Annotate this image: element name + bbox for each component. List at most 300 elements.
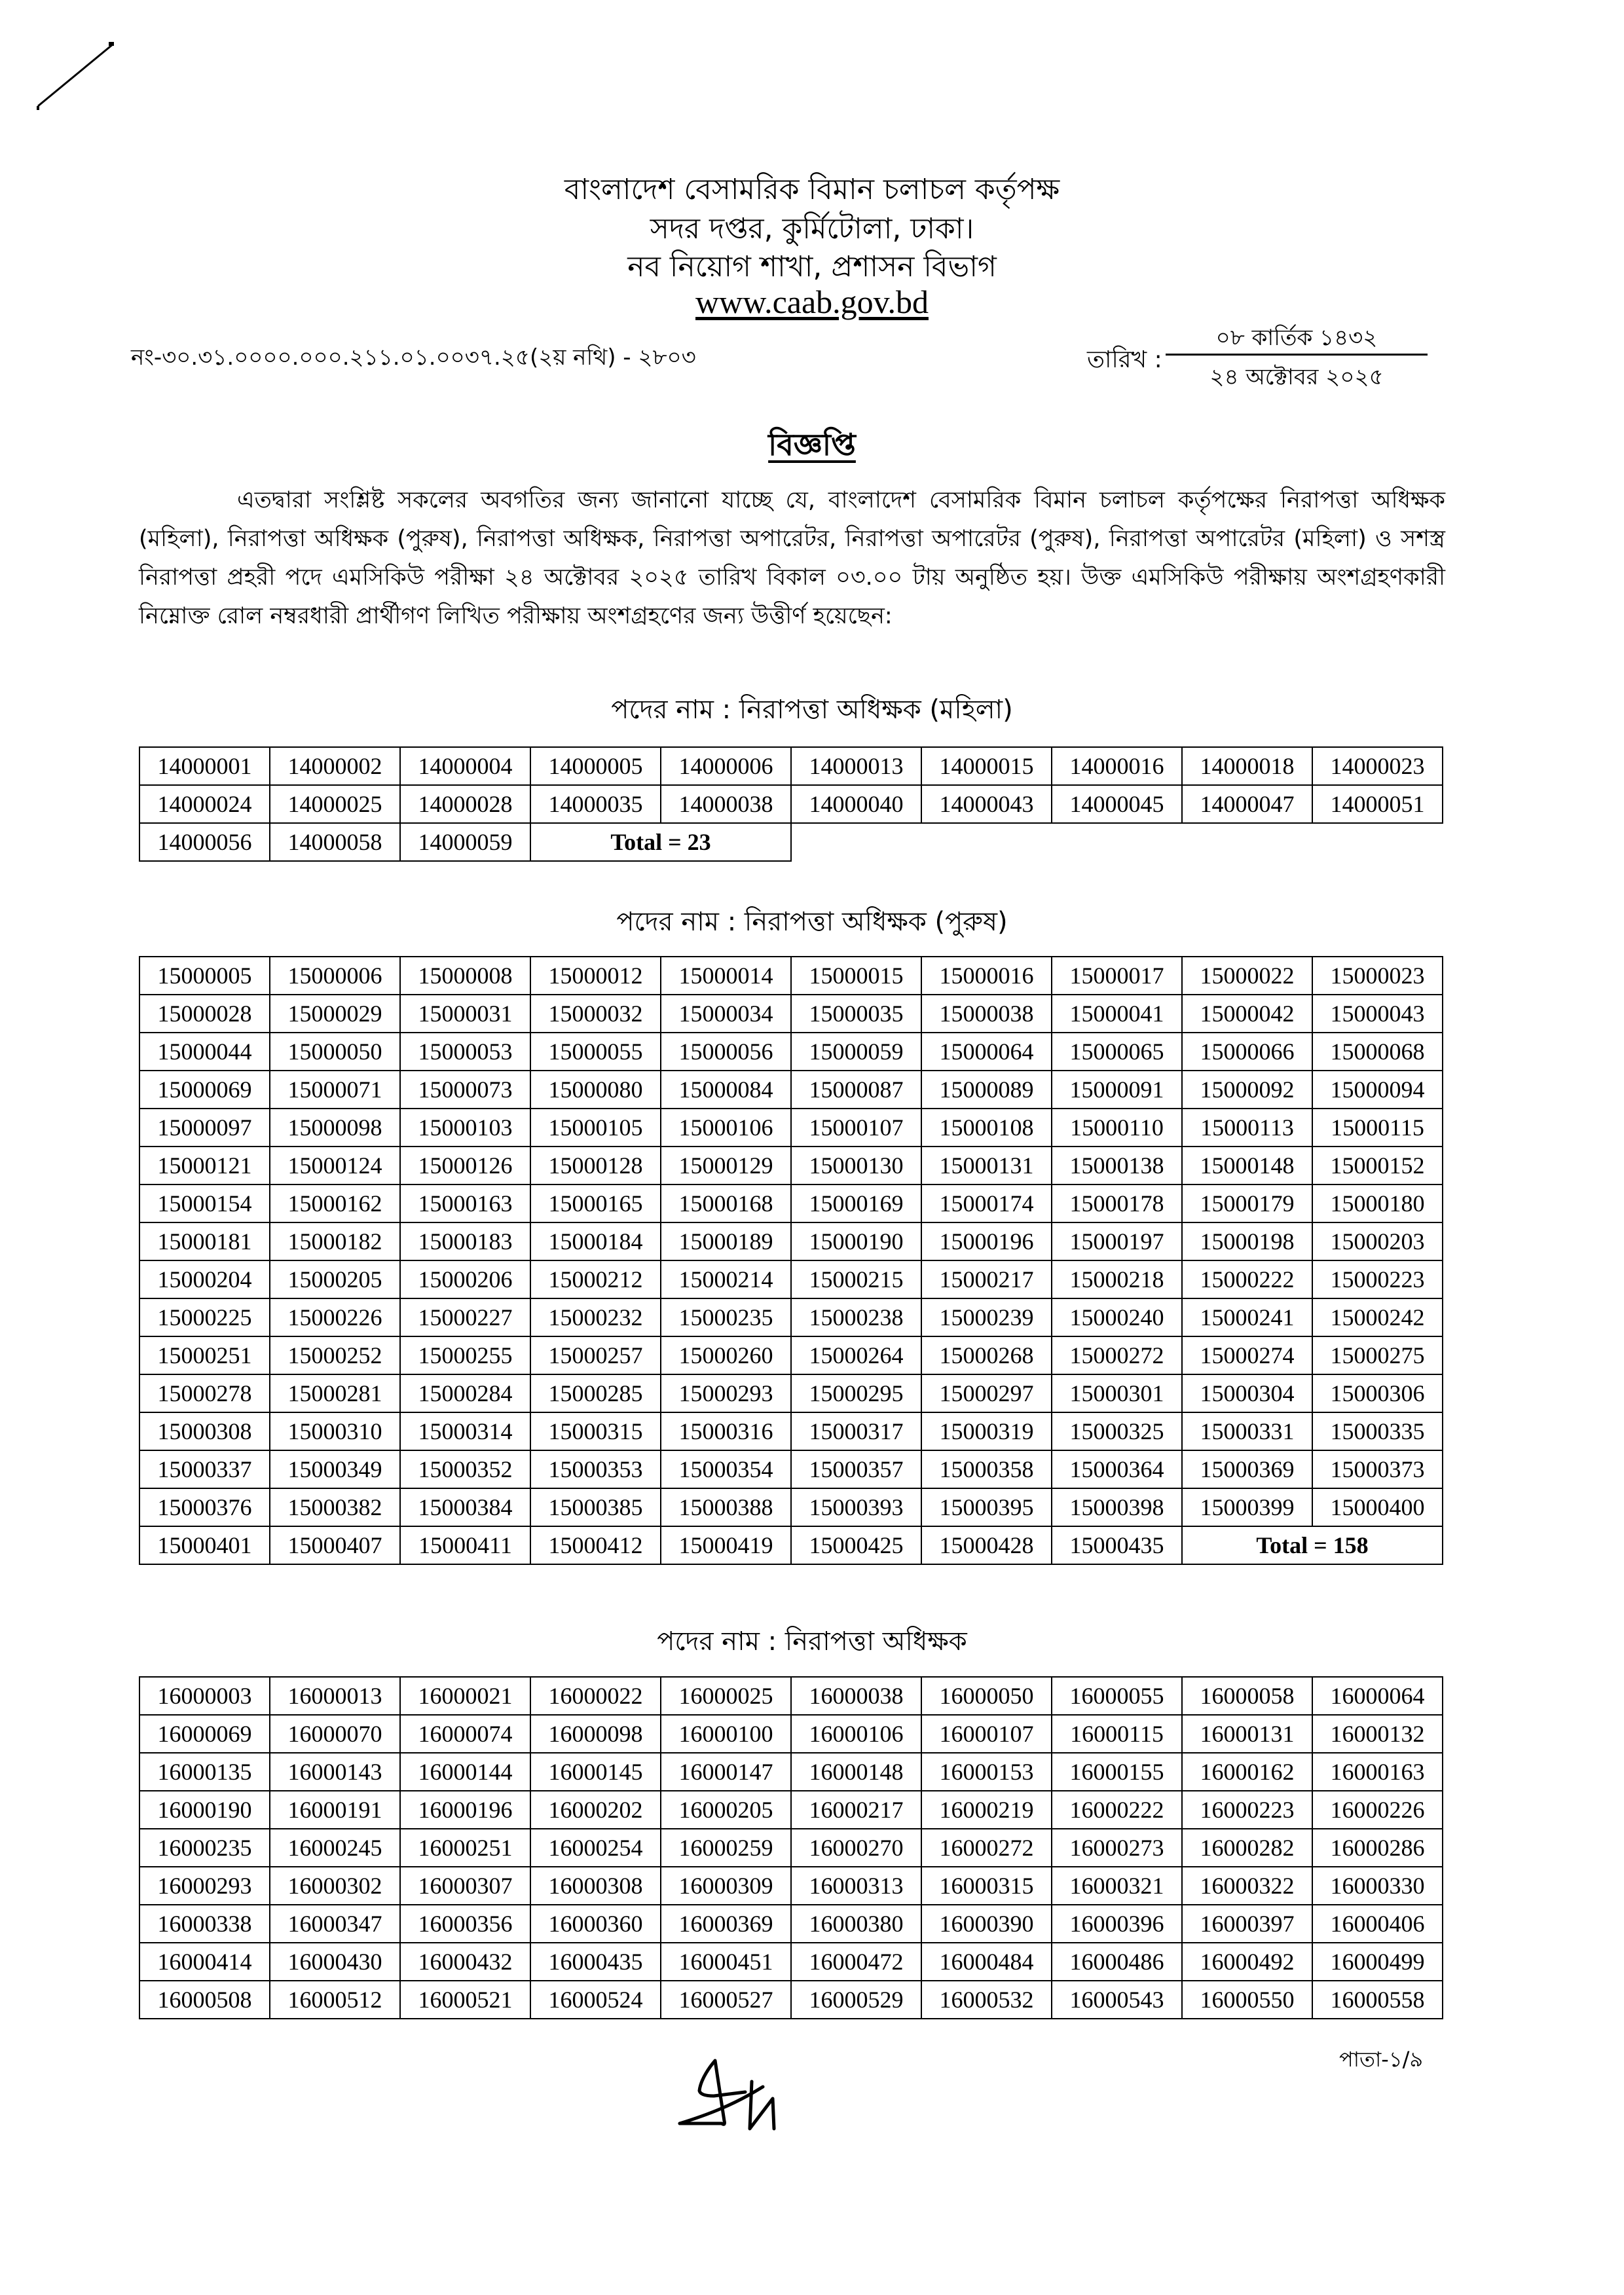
roll-number-cell: 15000169	[791, 1184, 921, 1222]
roll-number-cell: 15000162	[270, 1184, 400, 1222]
table-row	[139, 1488, 1443, 1526]
roll-number-cell: 16000414	[139, 1943, 270, 1981]
roll-number-cell: 16000532	[921, 1981, 1052, 2019]
roll-number-cell: 15000369	[1182, 1450, 1312, 1488]
roll-number-cell: 15000121	[139, 1147, 270, 1184]
roll-number-cell: 15000174	[921, 1184, 1052, 1222]
roll-number-cell: 16000321	[1052, 1867, 1182, 1905]
roll-number-cell: 16000131	[1182, 1715, 1312, 1753]
roll-number-cell: 15000190	[791, 1222, 921, 1260]
roll-number-cell: 15000285	[530, 1374, 661, 1412]
roll-number-cell: 16000315	[921, 1867, 1052, 1905]
roll-number-cell: 15000203	[1312, 1222, 1443, 1260]
corner-pen-mark-icon	[26, 33, 118, 118]
roll-number-cell: 15000038	[921, 995, 1052, 1033]
roll-number-cell: 15000376	[139, 1488, 270, 1526]
roll-number-cell: 15000005	[139, 957, 270, 995]
roll-number-cell: 16000226	[1312, 1791, 1443, 1829]
roll-number-cell: 15000297	[921, 1374, 1052, 1412]
roll-number-cell: 15000056	[661, 1033, 791, 1071]
roll-number-cell: 15000073	[400, 1071, 530, 1109]
roll-number-cell: 16000070	[270, 1715, 400, 1753]
roll-number-cell: 15000017	[1052, 957, 1182, 995]
roll-number-cell: 16000521	[400, 1981, 530, 2019]
roll-table-female-supervisor	[139, 746, 1443, 862]
section-title-male-supervisor: পদের নাম : নিরাপত্তা অধিক্ষক (পুরুষ)	[616, 907, 1008, 937]
roll-number-cell: 16000132	[1312, 1715, 1443, 1753]
roll-number-cell: 16000380	[791, 1905, 921, 1943]
roll-number-cell: 14000045	[1052, 785, 1182, 823]
roll-number-cell: 15000241	[1182, 1298, 1312, 1336]
roll-number-cell: 16000205	[661, 1791, 791, 1829]
roll-number-cell: 14000016	[1052, 747, 1182, 785]
table-row	[139, 1109, 1443, 1147]
roll-number-cell: 16000273	[1052, 1829, 1182, 1867]
roll-number-cell: 15000232	[530, 1298, 661, 1336]
roll-number-cell: 16000406	[1312, 1905, 1443, 1943]
roll-number-cell: 14000047	[1182, 785, 1312, 823]
roll-number-cell: 15000069	[139, 1071, 270, 1109]
roll-number-cell: 15000412	[530, 1526, 661, 1564]
roll-number-cell: 15000337	[139, 1450, 270, 1488]
roll-number-cell: 15000235	[661, 1298, 791, 1336]
table-row	[139, 1943, 1443, 1981]
roll-number-cell: 16000098	[530, 1715, 661, 1753]
roll-number-cell: 15000097	[139, 1109, 270, 1147]
roll-number-cell: 16000499	[1312, 1943, 1443, 1981]
roll-number-cell: 16000302	[270, 1867, 400, 1905]
roll-number-cell: 16000153	[921, 1753, 1052, 1791]
roll-number-cell: 15000032	[530, 995, 661, 1033]
roll-number-cell: 16000282	[1182, 1829, 1312, 1867]
empty-cell	[1052, 823, 1182, 861]
table-row	[139, 1071, 1443, 1109]
roll-number-cell: 14000028	[400, 785, 530, 823]
roll-number-cell: 15000385	[530, 1488, 661, 1526]
roll-number-cell: 16000508	[139, 1981, 270, 2019]
roll-number-cell: 16000235	[139, 1829, 270, 1867]
roll-number-cell: 16000069	[139, 1715, 270, 1753]
roll-number-cell: 16000058	[1182, 1677, 1312, 1715]
roll-number-cell: 14000015	[921, 747, 1052, 785]
roll-number-cell: 16000055	[1052, 1677, 1182, 1715]
roll-number-cell: 15000131	[921, 1147, 1052, 1184]
table-row	[139, 747, 1443, 785]
roll-number-cell: 15000059	[791, 1033, 921, 1071]
roll-number-cell: 16000451	[661, 1943, 791, 1981]
roll-number-cell: 16000558	[1312, 1981, 1443, 2019]
roll-number-cell: 16000272	[921, 1829, 1052, 1867]
roll-number-cell: 15000064	[921, 1033, 1052, 1071]
roll-number-cell: 15000315	[530, 1412, 661, 1450]
date-divider	[1166, 354, 1428, 356]
total-count-cell: Total = 158	[1182, 1526, 1443, 1564]
roll-number-cell: 15000223	[1312, 1260, 1443, 1298]
roll-number-cell: 14000018	[1182, 747, 1312, 785]
roll-number-cell: 15000419	[661, 1526, 791, 1564]
roll-number-cell: 16000145	[530, 1753, 661, 1791]
roll-number-cell: 15000012	[530, 957, 661, 995]
roll-number-cell: 15000092	[1182, 1071, 1312, 1109]
roll-number-cell: 15000087	[791, 1071, 921, 1109]
roll-number-cell: 15000196	[921, 1222, 1052, 1260]
table-row	[139, 1033, 1443, 1071]
table-row	[139, 1147, 1443, 1184]
roll-number-cell: 16000148	[791, 1753, 921, 1791]
roll-number-cell: 15000399	[1182, 1488, 1312, 1526]
table-row	[139, 1791, 1443, 1829]
roll-number-cell: 15000071	[270, 1071, 400, 1109]
roll-number-cell: 16000155	[1052, 1753, 1182, 1791]
roll-number-cell: 16000492	[1182, 1943, 1312, 1981]
roll-number-cell: 16000484	[921, 1943, 1052, 1981]
roll-number-cell: 16000435	[530, 1943, 661, 1981]
roll-number-cell: 15000041	[1052, 995, 1182, 1033]
table-row	[139, 1905, 1443, 1943]
roll-number-cell: 16000190	[139, 1791, 270, 1829]
roll-number-cell: 16000307	[400, 1867, 530, 1905]
table-row	[139, 1184, 1443, 1222]
roll-number-cell: 14000056	[139, 823, 270, 861]
roll-number-cell: 16000217	[791, 1791, 921, 1829]
roll-number-cell: 16000360	[530, 1905, 661, 1943]
roll-number-cell: 16000527	[661, 1981, 791, 2019]
roll-number-cell: 15000275	[1312, 1336, 1443, 1374]
roll-number-cell: 16000191	[270, 1791, 400, 1829]
roll-number-cell: 15000043	[1312, 995, 1443, 1033]
table-row	[139, 1715, 1443, 1753]
table-row	[139, 1336, 1443, 1374]
table-row	[139, 785, 1443, 823]
roll-number-cell: 16000251	[400, 1829, 530, 1867]
roll-number-cell: 15000044	[139, 1033, 270, 1071]
roll-table-supervisor	[139, 1676, 1443, 2019]
roll-number-cell: 16000196	[400, 1791, 530, 1829]
roll-number-cell: 15000042	[1182, 995, 1312, 1033]
roll-number-cell: 15000222	[1182, 1260, 1312, 1298]
roll-number-cell: 15000373	[1312, 1450, 1443, 1488]
roll-number-cell: 15000428	[921, 1526, 1052, 1564]
roll-number-cell: 15000103	[400, 1109, 530, 1147]
roll-number-cell: 15000293	[661, 1374, 791, 1412]
empty-cell	[1312, 823, 1443, 861]
roll-number-cell: 14000023	[1312, 747, 1443, 785]
empty-cell	[1182, 823, 1312, 861]
roll-number-cell: 15000128	[530, 1147, 661, 1184]
table-row	[139, 1450, 1443, 1488]
roll-number-cell: 15000435	[1052, 1526, 1182, 1564]
roll-number-cell: 14000038	[661, 785, 791, 823]
roll-number-cell: 16000550	[1182, 1981, 1312, 2019]
roll-number-cell: 15000281	[270, 1374, 400, 1412]
roll-number-cell: 16000013	[270, 1677, 400, 1715]
roll-number-cell: 14000025	[270, 785, 400, 823]
roll-number-cell: 15000304	[1182, 1374, 1312, 1412]
roll-number-cell: 15000084	[661, 1071, 791, 1109]
roll-number-cell: 15000130	[791, 1147, 921, 1184]
roll-number-cell: 15000198	[1182, 1222, 1312, 1260]
date-gregorian: ২৪ অক্টোবর ২০২৫	[1209, 364, 1384, 390]
roll-number-cell: 16000107	[921, 1715, 1052, 1753]
roll-number-cell: 15000129	[661, 1147, 791, 1184]
roll-number-cell: 16000356	[400, 1905, 530, 1943]
roll-number-cell: 16000430	[270, 1943, 400, 1981]
roll-number-cell: 15000106	[661, 1109, 791, 1147]
roll-number-cell: 15000217	[921, 1260, 1052, 1298]
roll-number-cell: 16000330	[1312, 1867, 1443, 1905]
roll-number-cell: 15000212	[530, 1260, 661, 1298]
roll-number-cell: 14000005	[530, 747, 661, 785]
roll-number-cell: 15000178	[1052, 1184, 1182, 1222]
roll-number-cell: 15000124	[270, 1147, 400, 1184]
roll-number-cell: 15000264	[791, 1336, 921, 1374]
roll-number-cell: 16000038	[791, 1677, 921, 1715]
roll-number-cell: 16000144	[400, 1753, 530, 1791]
roll-number-cell: 16000512	[270, 1981, 400, 2019]
table-row	[139, 1829, 1443, 1867]
roll-number-cell: 15000050	[270, 1033, 400, 1071]
roll-number-cell: 14000001	[139, 747, 270, 785]
section-title-supervisor: পদের নাম : নিরাপত্তা অধিক্ষক	[657, 1626, 967, 1657]
roll-number-cell: 16000347	[270, 1905, 400, 1943]
roll-number-cell: 16000219	[921, 1791, 1052, 1829]
roll-number-cell: 15000239	[921, 1298, 1052, 1336]
roll-number-cell: 14000002	[270, 747, 400, 785]
roll-number-cell: 16000115	[1052, 1715, 1182, 1753]
roll-number-cell: 15000066	[1182, 1033, 1312, 1071]
roll-number-cell: 16000397	[1182, 1905, 1312, 1943]
roll-number-cell: 15000411	[400, 1526, 530, 1564]
roll-number-cell: 15000358	[921, 1450, 1052, 1488]
roll-number-cell: 16000022	[530, 1677, 661, 1715]
roll-number-cell: 16000106	[791, 1715, 921, 1753]
roll-number-cell: 15000240	[1052, 1298, 1182, 1336]
roll-number-cell: 15000382	[270, 1488, 400, 1526]
roll-number-cell: 14000058	[270, 823, 400, 861]
roll-number-cell: 15000316	[661, 1412, 791, 1450]
roll-number-cell: 14000006	[661, 747, 791, 785]
roll-number-cell: 15000113	[1182, 1109, 1312, 1147]
roll-number-cell: 15000023	[1312, 957, 1443, 995]
roll-number-cell: 15000179	[1182, 1184, 1312, 1222]
roll-number-cell: 15000068	[1312, 1033, 1443, 1071]
roll-number-cell: 16000254	[530, 1829, 661, 1867]
table-row	[139, 823, 1443, 861]
roll-number-cell: 15000189	[661, 1222, 791, 1260]
roll-number-cell: 16000270	[791, 1829, 921, 1867]
website-link[interactable]: www.caab.gov.bd	[695, 284, 929, 320]
roll-number-cell: 15000226	[270, 1298, 400, 1336]
total-count-cell: Total = 23	[530, 823, 791, 861]
roll-number-cell: 16000338	[139, 1905, 270, 1943]
roll-number-cell: 15000317	[791, 1412, 921, 1450]
table-row	[139, 1867, 1443, 1905]
roll-number-cell: 16000143	[270, 1753, 400, 1791]
roll-number-cell: 15000098	[270, 1109, 400, 1147]
roll-number-cell: 16000162	[1182, 1753, 1312, 1791]
roll-number-cell: 15000022	[1182, 957, 1312, 995]
roll-number-cell: 15000168	[661, 1184, 791, 1222]
roll-number-cell: 15000225	[139, 1298, 270, 1336]
signature-icon	[674, 2053, 792, 2138]
roll-number-cell: 14000043	[921, 785, 1052, 823]
roll-number-cell: 16000472	[791, 1943, 921, 1981]
roll-number-cell: 15000206	[400, 1260, 530, 1298]
roll-number-cell: 15000105	[530, 1109, 661, 1147]
section-title-female-supervisor: পদের নাম : নিরাপত্তা অধিক্ষক (মহিলা)	[611, 695, 1013, 725]
roll-number-cell: 15000138	[1052, 1147, 1182, 1184]
roll-number-cell: 15000310	[270, 1412, 400, 1450]
roll-number-cell: 15000407	[270, 1526, 400, 1564]
roll-number-cell: 15000008	[400, 957, 530, 995]
roll-number-cell: 14000004	[400, 747, 530, 785]
roll-number-cell: 15000148	[1182, 1147, 1312, 1184]
roll-number-cell: 14000040	[791, 785, 921, 823]
roll-number-cell: 15000274	[1182, 1336, 1312, 1374]
roll-number-cell: 15000238	[791, 1298, 921, 1336]
roll-number-cell: 15000398	[1052, 1488, 1182, 1526]
roll-number-cell: 14000035	[530, 785, 661, 823]
roll-number-cell: 15000301	[1052, 1374, 1182, 1412]
roll-number-cell: 16000003	[139, 1677, 270, 1715]
roll-number-cell: 15000251	[139, 1336, 270, 1374]
roll-number-cell: 15000252	[270, 1336, 400, 1374]
roll-number-cell: 15000126	[400, 1147, 530, 1184]
roll-number-cell: 15000384	[400, 1488, 530, 1526]
roll-number-cell: 15000388	[661, 1488, 791, 1526]
roll-number-cell: 15000205	[270, 1260, 400, 1298]
roll-number-cell: 16000286	[1312, 1829, 1443, 1867]
roll-number-cell: 16000064	[1312, 1677, 1443, 1715]
roll-number-cell: 15000401	[139, 1526, 270, 1564]
roll-number-cell: 16000529	[791, 1981, 921, 2019]
roll-number-cell: 15000204	[139, 1260, 270, 1298]
roll-number-cell: 16000147	[661, 1753, 791, 1791]
roll-number-cell: 16000100	[661, 1715, 791, 1753]
page-number: পাতা-১/৯	[1339, 2047, 1424, 2072]
roll-number-cell: 15000110	[1052, 1109, 1182, 1147]
roll-number-cell: 15000053	[400, 1033, 530, 1071]
roll-number-cell: 15000314	[400, 1412, 530, 1450]
roll-number-cell: 15000014	[661, 957, 791, 995]
roll-number-cell: 15000364	[1052, 1450, 1182, 1488]
roll-number-cell: 15000197	[1052, 1222, 1182, 1260]
table-row	[139, 1526, 1443, 1564]
table-row	[139, 957, 1443, 995]
org-name: বাংলাদেশ বেসামরিক বিমান চলাচল কর্তৃপক্ষ	[564, 173, 1060, 206]
roll-number-cell: 15000108	[921, 1109, 1052, 1147]
table-row	[139, 1412, 1443, 1450]
roll-number-cell: 15000357	[791, 1450, 921, 1488]
roll-number-cell: 15000227	[400, 1298, 530, 1336]
roll-number-cell: 15000029	[270, 995, 400, 1033]
roll-number-cell: 15000325	[1052, 1412, 1182, 1450]
roll-number-cell: 15000163	[400, 1184, 530, 1222]
roll-number-cell: 16000259	[661, 1829, 791, 1867]
roll-number-cell: 15000272	[1052, 1336, 1182, 1374]
roll-number-cell: 15000107	[791, 1109, 921, 1147]
roll-number-cell: 15000031	[400, 995, 530, 1033]
roll-number-cell: 16000313	[791, 1867, 921, 1905]
roll-number-cell: 16000025	[661, 1677, 791, 1715]
roll-number-cell: 15000260	[661, 1336, 791, 1374]
roll-number-cell: 15000094	[1312, 1071, 1443, 1109]
roll-number-cell: 16000202	[530, 1791, 661, 1829]
roll-number-cell: 15000331	[1182, 1412, 1312, 1450]
roll-number-cell: 16000021	[400, 1677, 530, 1715]
roll-number-cell: 15000218	[1052, 1260, 1182, 1298]
table-row	[139, 1981, 1443, 2019]
roll-number-cell: 16000390	[921, 1905, 1052, 1943]
roll-number-cell: 15000089	[921, 1071, 1052, 1109]
roll-number-cell: 15000352	[400, 1450, 530, 1488]
notice-body: এতদ্বারা সংশ্লিষ্ট সকলের অবগতির জন্য জানানো যাচ্ছে যে, বাংলাদেশ বেসামরিক বিমান চলাচল কর্তৃপক্ষের নিরাপত্তা অধিক্ষক (মহিলা), নিরাপত্তা অধিক্ষক (পুরুষ), নিরাপত্তা অধিক্ষক, নিরাপত্তা অপারেটর, নিরাপত্তা অপারেটর (পুরুষ), নিরাপত্তা অপারেটর (মহিলা) ও সশস্ত্র নিরাপত্তা প্রহরী পদে এমসিকিউ পরীক্ষা ২৪ অক্টোবর ২০২৫ তারিখ বিকাল ০৩.০০ টায় অনুষ্ঠিত হয়। উক্ত এমসিকিউ পরীক্ষায় অংশগ্রহণকারী নিম্নোক্ত রোল নম্বরধারী প্রার্থীগণ লিখিত পরীক্ষায় অংশগ্রহণের জন্য উত্তীর্ণ হয়েছেন:	[139, 487, 1445, 629]
roll-number-cell: 15000035	[791, 995, 921, 1033]
roll-number-cell: 15000183	[400, 1222, 530, 1260]
roll-number-cell: 15000395	[921, 1488, 1052, 1526]
roll-number-cell: 15000180	[1312, 1184, 1443, 1222]
roll-number-cell: 16000135	[139, 1753, 270, 1791]
table-row	[139, 1753, 1443, 1791]
roll-number-cell: 16000245	[270, 1829, 400, 1867]
roll-number-cell: 16000309	[661, 1867, 791, 1905]
roll-number-cell: 14000051	[1312, 785, 1443, 823]
table-row	[139, 1298, 1443, 1336]
roll-number-cell: 16000293	[139, 1867, 270, 1905]
roll-number-cell: 15000242	[1312, 1298, 1443, 1336]
roll-number-cell: 15000353	[530, 1450, 661, 1488]
roll-number-cell: 15000214	[661, 1260, 791, 1298]
roll-number-cell: 15000335	[1312, 1412, 1443, 1450]
roll-number-cell: 16000074	[400, 1715, 530, 1753]
roll-number-cell: 15000349	[270, 1450, 400, 1488]
roll-number-cell: 15000255	[400, 1336, 530, 1374]
roll-number-cell: 16000369	[661, 1905, 791, 1943]
roll-number-cell: 16000223	[1182, 1791, 1312, 1829]
roll-number-cell: 14000013	[791, 747, 921, 785]
roll-number-cell: 16000322	[1182, 1867, 1312, 1905]
roll-number-cell: 15000181	[139, 1222, 270, 1260]
date-label: তারিখ :	[1087, 346, 1162, 373]
roll-number-cell: 14000024	[139, 785, 270, 823]
roll-number-cell: 16000524	[530, 1981, 661, 2019]
roll-number-cell: 15000184	[530, 1222, 661, 1260]
roll-number-cell: 15000278	[139, 1374, 270, 1412]
date-bangla: ০৮ কার্তিক ১৪৩২	[1215, 325, 1378, 351]
roll-number-cell: 16000486	[1052, 1943, 1182, 1981]
empty-cell	[791, 823, 921, 861]
roll-number-cell: 15000268	[921, 1336, 1052, 1374]
roll-number-cell: 16000050	[921, 1677, 1052, 1715]
branch-name: নব নিয়োগ শাখা, প্রশাসন বিভাগ	[627, 250, 997, 284]
roll-number-cell: 15000257	[530, 1336, 661, 1374]
roll-number-cell: 15000400	[1312, 1488, 1443, 1526]
roll-number-cell: 16000308	[530, 1867, 661, 1905]
roll-number-cell: 15000284	[400, 1374, 530, 1412]
roll-number-cell: 15000308	[139, 1412, 270, 1450]
roll-number-cell: 15000215	[791, 1260, 921, 1298]
roll-number-cell: 15000016	[921, 957, 1052, 995]
roll-number-cell: 16000432	[400, 1943, 530, 1981]
roll-number-cell: 15000393	[791, 1488, 921, 1526]
roll-number-cell: 15000006	[270, 957, 400, 995]
roll-number-cell: 15000115	[1312, 1109, 1443, 1147]
roll-number-cell: 16000396	[1052, 1905, 1182, 1943]
roll-number-cell: 15000015	[791, 957, 921, 995]
roll-number-cell: 15000154	[139, 1184, 270, 1222]
table-row	[139, 995, 1443, 1033]
roll-number-cell: 15000034	[661, 995, 791, 1033]
